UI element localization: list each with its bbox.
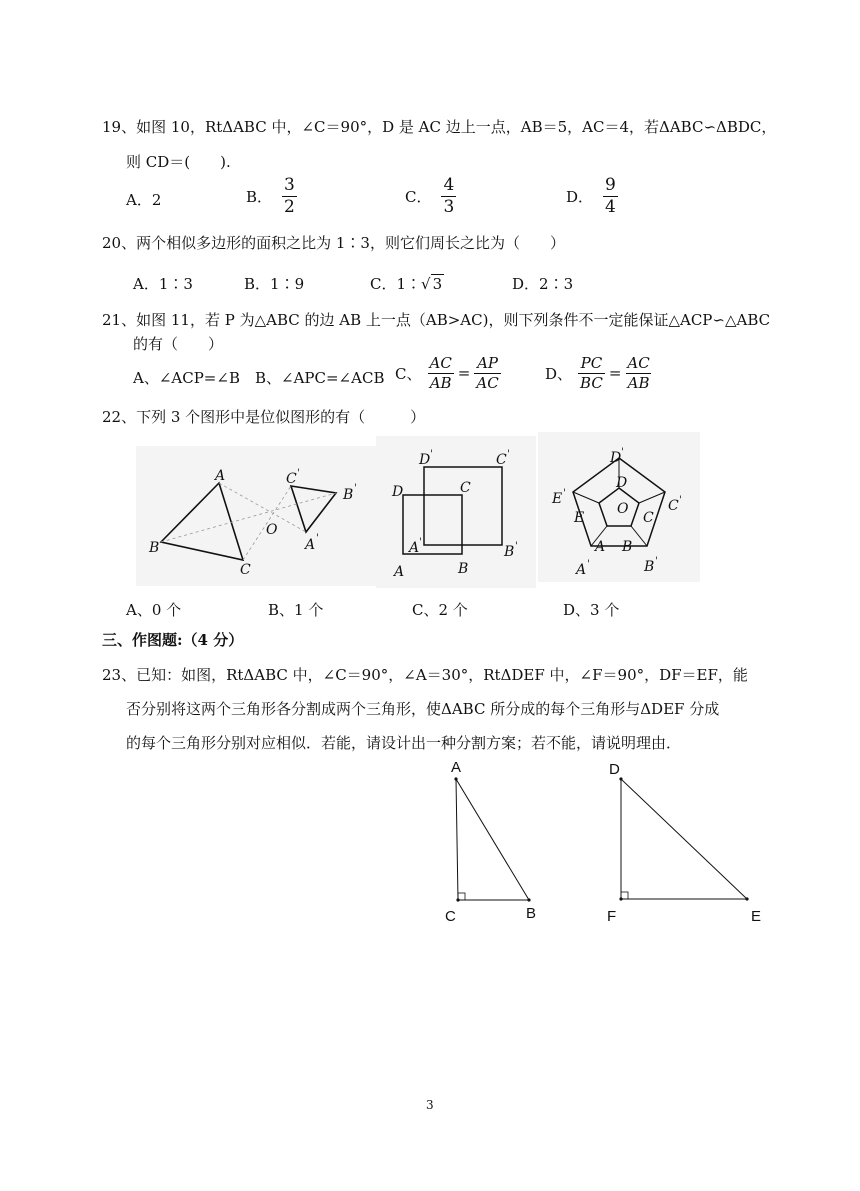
fig3-label-e: E <box>574 510 585 526</box>
q22-option-c: C、2 个 <box>412 601 468 619</box>
q21-option-b: B、∠APC=∠ACB <box>255 369 385 387</box>
svg-text:': ' <box>297 468 300 479</box>
q19-fraction-d: $\frac{9}{4}$ <box>605 175 616 217</box>
figure-homothetic-triangles <box>136 446 376 590</box>
q21-c-fraction-2: $\frac{AP}{AC}$ <box>476 354 499 392</box>
fig2-label-d: D <box>392 484 404 500</box>
q21-c-fraction-1: $\frac{AC}{AB}$ <box>429 354 452 392</box>
fig2-label-a-prime: A <box>409 540 420 556</box>
q20-option-d: D．2∶3 <box>512 275 574 293</box>
fig3-label-d: D <box>616 475 628 491</box>
fig3-label-c-prime: C <box>668 498 679 514</box>
fig3-label-b-prime: B <box>644 559 655 575</box>
q21-d-fraction-1: $\frac{PC}{BC}$ <box>580 354 603 392</box>
tri-label-d: D <box>609 761 620 778</box>
fig3-label-b: B <box>622 539 633 555</box>
tri-label-e: E <box>751 908 762 925</box>
svg-text:': ' <box>316 533 319 544</box>
q20-option-b: B．1∶9 <box>244 275 305 293</box>
fig1-label-c: C <box>240 562 251 578</box>
q20-option-c: C．1∶√ 3 <box>370 275 443 293</box>
q19-option-d: D． $\frac{9}{4}$ <box>566 175 616 217</box>
tri-label-a: A <box>451 759 462 776</box>
q23-line2: 否分别将这两个三角形各分割成两个三角形，使ΔABC 所分成的每个三角形与ΔDEF 分成 <box>126 700 720 718</box>
fig3-label-c: C <box>643 510 654 526</box>
fig3-label-e-prime: E <box>552 491 563 507</box>
fig2-label-b-prime: B <box>504 544 515 560</box>
svg-text:': ' <box>563 488 566 499</box>
q20-text: 20、两个相似多边形的面积之比为 1∶3，则它们周长之比为（ ） <box>102 234 565 252</box>
q19-option-c: C． $\frac{4}{3}$ <box>405 175 455 217</box>
tri-label-b: B <box>526 905 537 922</box>
fig2-label-c: C <box>460 480 471 496</box>
fig1-label-b: B <box>149 540 160 556</box>
fig2-label-b: B <box>458 561 469 577</box>
svg-text:': ' <box>587 559 590 570</box>
fig2-label-c-prime: C <box>496 452 507 468</box>
q20-option-a: A．1∶3 <box>133 275 193 293</box>
q19-line2: 则 CD＝( ). <box>126 153 231 171</box>
q21-d-fraction-2: $\frac{AC}{AB}$ <box>627 354 650 392</box>
q19-fraction-c: $\frac{4}{3}$ <box>443 175 455 217</box>
figure-right-triangles <box>420 755 780 934</box>
page-number: 3 <box>426 1098 434 1112</box>
fig1-label-c-prime: C <box>286 471 297 487</box>
svg-text:': ' <box>507 449 510 460</box>
fig3-label-d-prime: D <box>610 450 622 466</box>
svg-text:': ' <box>655 556 658 567</box>
svg-text:': ' <box>419 537 422 548</box>
fig3-label-a: A <box>595 539 606 555</box>
fig3-label-a-prime: A <box>576 562 587 578</box>
q19-option-b: B． $\frac{3}{2}$ <box>246 175 295 217</box>
fig1-label-a: A <box>215 468 226 484</box>
fig3-label-o: O <box>617 501 629 517</box>
q23-line3: 的每个三角形分别对应相似．若能，请设计出一种分割方案；若不能，请说明理由． <box>126 734 682 752</box>
q21-line2: 的有（ ） <box>133 335 224 353</box>
q21-line1: 21、如图 11，若 P 为△ABC 的边 AB 上一点（AB>AC)，则下列条件不一定能保证△ACP∽△ABC <box>102 311 771 329</box>
q23-line1: 23、已知：如图，RtΔABC 中，∠C＝90°，∠A＝30°，RtΔDEF 中，∠F＝90°，DF＝EF，能 <box>102 666 748 684</box>
fig2-label-d-prime: D <box>419 452 431 468</box>
svg-text:': ' <box>515 541 518 552</box>
q21-option-d: D、 $\frac{PC}{BC}$ = $\frac{AC}{AB}$ <box>545 354 650 392</box>
q22-text: 22、下列 3 个图形中是位似图形的有（ ） <box>102 408 426 426</box>
q21-option-c: C、 $\frac{AC}{AB}$ = $\frac{AP}{AC}$ <box>395 354 499 392</box>
svg-text:': ' <box>621 447 624 458</box>
figure-squares <box>376 436 536 592</box>
q21-option-a: A、∠ACP=∠B <box>133 369 240 387</box>
q19-fraction-b: $\frac{3}{2}$ <box>284 175 295 217</box>
q22-option-d: D、3 个 <box>563 601 620 619</box>
sqrt-symbol: √ 3 <box>421 275 443 293</box>
q22-option-a: A、0 个 <box>126 601 182 619</box>
svg-text:': ' <box>354 483 357 494</box>
q19-option-a: A．2 <box>126 191 162 209</box>
figure-pentagons <box>538 432 700 586</box>
q22-option-b: B、1 个 <box>268 601 324 619</box>
fig1-label-a-prime: A <box>305 537 316 553</box>
fig2-label-a: A <box>394 564 405 580</box>
svg-text:': ' <box>679 495 682 506</box>
fig1-label-b-prime: B <box>343 487 354 503</box>
tri-label-f: F <box>607 908 617 925</box>
tri-label-c: C <box>445 908 456 925</box>
svg-text:': ' <box>430 449 433 460</box>
fig1-label-o: O <box>266 522 278 538</box>
section-title: 三、作图题:（4 分） <box>102 631 244 649</box>
q19-line1: 19、如图 10，RtΔABC 中，∠C＝90°，D 是 AC 边上一点，AB＝5，AC＝4，若ΔABC∽ΔBDC， <box>102 118 777 136</box>
